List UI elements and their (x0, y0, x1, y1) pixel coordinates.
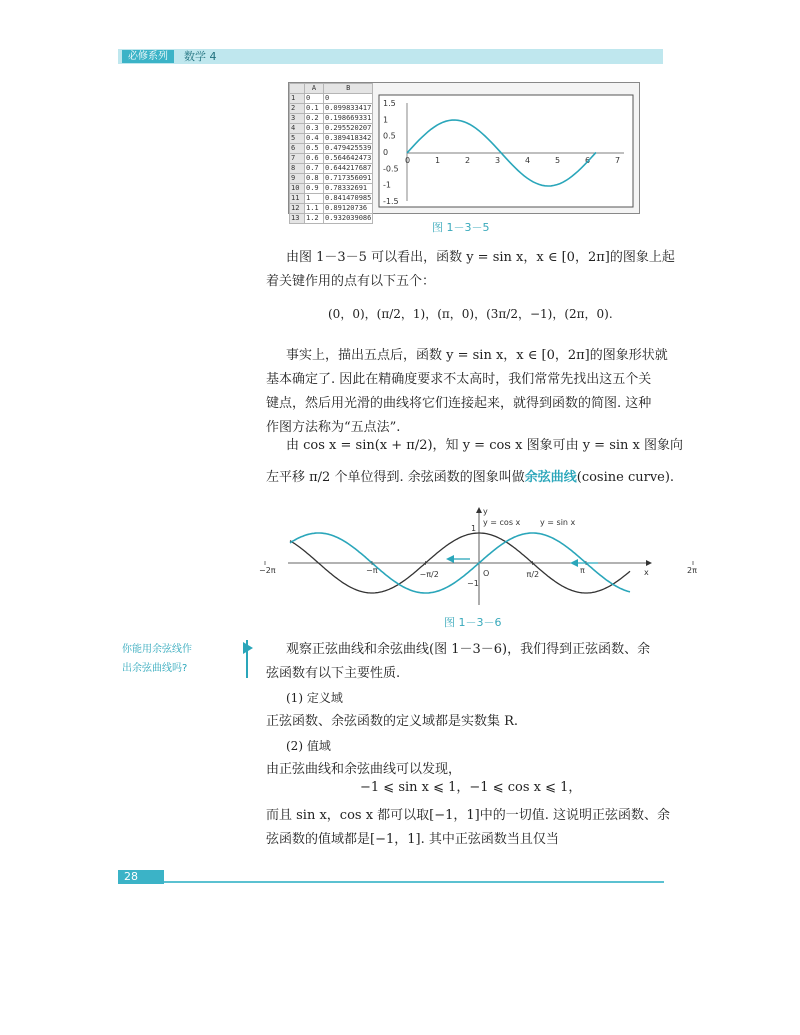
table-cell: 0.198669331 (325, 114, 372, 122)
table-cell: 0.644217687 (325, 164, 372, 172)
column-header: A (305, 84, 324, 94)
row-header: 2 (290, 104, 305, 114)
range-inequality: −1 ⩽ sin x ⩽ 1，−1 ⩽ cos x ⩽ 1， (360, 780, 582, 795)
x-tick-label: π (580, 566, 585, 575)
table-cell: 0 (324, 94, 373, 104)
margin-question (122, 640, 248, 678)
table-cell: 0.932039086 (325, 214, 372, 222)
margin-question-line-2: 出余弦曲线吗? (122, 663, 188, 674)
chart-y-tick: 1.5 (383, 99, 396, 108)
table-row (290, 134, 373, 144)
sin-curve-label: y = sin x (540, 518, 576, 527)
table-cell: 0.6 (305, 154, 324, 164)
table-cell: 0.2 (305, 114, 324, 124)
footer-rule (118, 881, 664, 883)
column-header: B (324, 84, 373, 94)
figure-caption-2: 图 1－3－6 (444, 616, 502, 629)
x-tick-label: 2π (687, 566, 697, 575)
paragraph-3-text-a: 左平移 π/2 个单位得到. 余弦函数的图象叫做 (266, 470, 525, 485)
table-cell: 0 (305, 94, 324, 104)
row-header: 1 (290, 94, 305, 104)
chart-x-tick: 7 (615, 156, 621, 165)
paragraph-5-line-1: 而且 sin x，cos x 都可以取[−1，1]中的一切值. 这说明正弦函数、余 (266, 808, 671, 823)
y-one-label: 1 (471, 524, 477, 533)
chart-y-tick: 0.5 (383, 131, 396, 141)
table-cell: 1.1 (305, 204, 324, 214)
shift-arrow-left (446, 555, 454, 563)
column-header (290, 84, 305, 94)
table-row (290, 214, 373, 224)
chart-y-tick: -1.5 (383, 197, 399, 206)
book-title: 数学 4 (184, 50, 217, 63)
section-2-title: (2) 值域 (286, 739, 331, 753)
row-header: 8 (290, 164, 305, 174)
figure-caption-1: 图 1－3－5 (432, 221, 490, 234)
paragraph-4-line-1: 观察正弦曲线和余弦曲线(图 1－3－6)，我们得到正弦函数、余 (286, 642, 651, 657)
section-1-title: (1) 定义域 (286, 691, 343, 705)
row-header: 3 (290, 114, 305, 124)
table-cell: 0.89120736 (324, 204, 373, 214)
chart-y-tick: -0.5 (383, 164, 399, 174)
margin-flag-icon (243, 642, 253, 654)
paragraph-2-line-4: 作图方法称为“五点法”. (266, 420, 401, 435)
paragraph-2-line-2: 基本确定了. 因此在精确度要求不太高时，我们常常先找出这五个关 (266, 372, 652, 387)
y-minus-one-label: −1 (467, 579, 479, 588)
y-axis-label: y (483, 507, 488, 516)
row-header: 5 (290, 134, 305, 144)
key-points-formula: (0，0)，(π/2，1)，(π，0)，(3π/2，−1)，(2π，0). (328, 307, 613, 321)
table-row (290, 114, 373, 124)
table-cell: 1 (305, 194, 324, 204)
table-cell: 0.7 (305, 164, 324, 174)
row-header: 6 (290, 144, 305, 154)
row-header: 7 (290, 154, 305, 164)
table-cell: 1.2 (305, 214, 324, 224)
cosine-curve-term: 余弦曲线 (524, 470, 577, 485)
x-tick-label: −π/2 (419, 570, 439, 579)
table-cell: 0.8 (305, 174, 324, 184)
spreadsheet-chart (379, 95, 633, 207)
row-header: 12 (290, 204, 305, 214)
chart-x-tick: 6 (585, 156, 591, 165)
x-tick-label: −2π (259, 566, 276, 575)
table-cell: 0.717356091 (325, 174, 372, 182)
x-tick-label: −π (366, 566, 378, 575)
table-row (290, 154, 373, 164)
chart-x-tick: 0 (405, 156, 411, 165)
table-cell: 0.9 (305, 184, 324, 194)
table-row (290, 104, 373, 114)
section-1-body: 正弦函数、余弦函数的定义域都是实数集 R. (266, 714, 519, 729)
chart-y-tick: 1 (383, 115, 389, 125)
sine-cosine-graph (259, 505, 697, 610)
chart-x-tick: 4 (525, 156, 531, 165)
x-axis-label: x (644, 568, 649, 577)
table-cell: 0.564642473 (325, 154, 372, 162)
table-row (290, 184, 373, 194)
chart-x-tick: 2 (465, 156, 471, 165)
table-cell: 0.099833417 (325, 104, 372, 112)
paragraph-5-line-2: 弦函数的值域都是[−1，1]. 其中正弦函数当且仅当 (266, 832, 559, 847)
row-header: 9 (290, 174, 305, 184)
chart-x-tick: 5 (555, 156, 561, 165)
row-header: 4 (290, 124, 305, 134)
table-cell: 0.295520207 (325, 124, 372, 132)
table-cell: 0.5 (305, 144, 324, 154)
origin-label: O (483, 569, 490, 578)
row-header: 11 (290, 194, 305, 204)
page-number: 28 (118, 870, 164, 884)
table-row (290, 194, 373, 204)
paragraph-1-line-2: 着关键作用的点有以下五个： (266, 274, 436, 289)
table-row (290, 164, 373, 174)
row-header: 13 (290, 214, 305, 224)
table-row (290, 204, 373, 214)
row-header: 10 (290, 184, 305, 194)
paragraph-4-line-2: 弦函数有以下主要性质. (266, 666, 401, 681)
x-tick-label: π/2 (526, 570, 540, 579)
paragraph-3-text-b: (cosine curve). (576, 470, 675, 485)
section-2-body: 由正弦曲线和余弦曲线可以发现， (266, 762, 462, 777)
paragraph-2-line-1: 事实上，描出五点后，函数 y = sin x，x ∈ [0，2π]的图象形状就 (286, 348, 668, 363)
table-row (290, 94, 373, 104)
chart-y-tick: -1 (383, 180, 391, 190)
table-cell: 0.1 (305, 104, 324, 114)
table-cell: 0.3 (305, 124, 324, 134)
chart-x-tick: 3 (495, 156, 501, 165)
cos-curve-label: y = cos x (483, 518, 521, 527)
table-cell: 0.78332691 (324, 184, 373, 194)
paragraph-3-line-2 (266, 466, 674, 490)
table-row (290, 124, 373, 134)
chart-y-tick: 0 (383, 148, 389, 157)
table-cell: 0.841470985 (325, 194, 372, 202)
table-row (290, 144, 373, 154)
table-cell: 0.479425539 (325, 144, 372, 152)
spreadsheet-table (289, 83, 373, 224)
shift-arrow-right (570, 559, 578, 567)
spreadsheet-figure (288, 82, 640, 222)
table-row (290, 174, 373, 184)
table-cell: 0.389418342 (325, 134, 372, 142)
margin-question-line-1: 你能用余弦线作 (122, 644, 192, 655)
series-tag: 必修系列 (122, 50, 174, 63)
paragraph-2-line-3: 键点，然后用光滑的曲线将它们连接起来，就得到函数的简图. 这种 (266, 396, 652, 411)
chart-x-tick: 1 (435, 156, 441, 165)
paragraph-3-line-1: 由 cos x = sin(x + π/2)，知 y = cos x 图象可由 y = sin x 图象向 (286, 438, 684, 453)
paragraph-1-line-1: 由图 1－3－5 可以看出，函数 y = sin x，x ∈ [0，2π]的图象上起 (286, 250, 675, 265)
table-cell: 0.4 (305, 134, 324, 144)
